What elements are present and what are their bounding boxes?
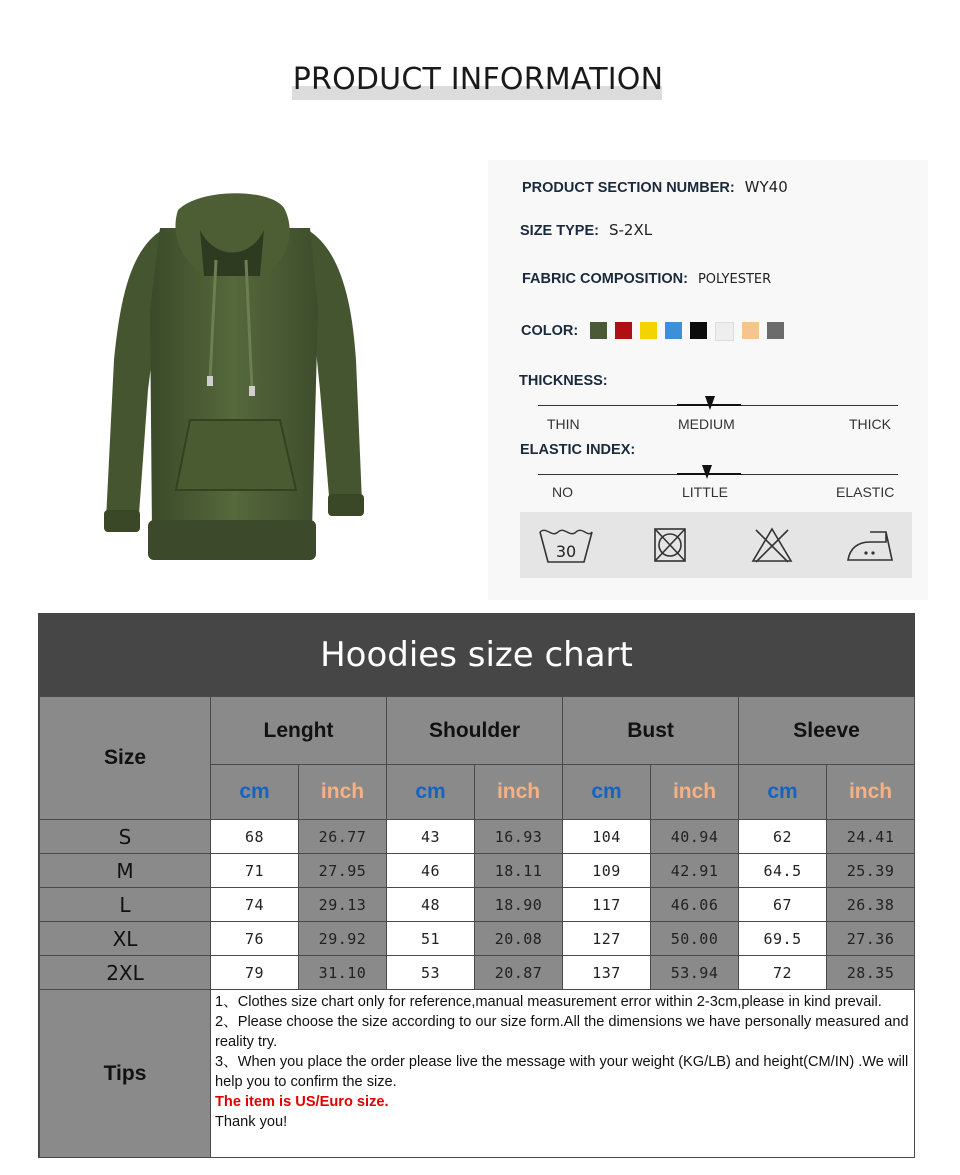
measure-header-row	[40, 697, 915, 765]
size-chart	[38, 613, 915, 1158]
sleeve-inch: 28.35	[827, 956, 915, 990]
measure-header-shoulder: Shoulder	[387, 697, 563, 765]
size-type-value: S-2XL	[608, 221, 653, 239]
thickness-marker	[705, 396, 715, 410]
size-row	[40, 922, 915, 956]
sleeve-cm: 64.5	[739, 854, 827, 888]
color-swatch[interactable]	[640, 322, 657, 339]
shoulder-inch: 20.08	[475, 922, 563, 956]
size-type-label: SIZE TYPE:	[520, 223, 599, 239]
bust-inch: 46.06	[651, 888, 739, 922]
unit-cm: cm	[387, 765, 475, 820]
length-inch: 26.77	[299, 820, 387, 854]
tips-row	[40, 990, 915, 1158]
color-label: COLOR:	[521, 323, 579, 340]
sleeve-cm: 67	[739, 888, 827, 922]
color-swatch[interactable]	[742, 322, 759, 339]
elastic-min-label: NO	[552, 484, 573, 500]
shoulder-cm: 46	[387, 854, 475, 888]
size-label: L	[40, 888, 211, 922]
size-type-row	[520, 221, 652, 239]
unit-inch: inch	[827, 765, 915, 820]
shoulder-inch: 20.87	[475, 956, 563, 990]
section-number-label: PRODUCT SECTION NUMBER:	[522, 180, 735, 196]
page-title: PRODUCT INFORMATION	[292, 62, 664, 97]
sleeve-inch: 25.39	[827, 854, 915, 888]
shoulder-inch: 18.11	[475, 854, 563, 888]
measure-header-sleeve: Sleeve	[739, 697, 915, 765]
size-label: M	[40, 854, 211, 888]
size-row	[40, 956, 915, 990]
thanks-text: Thank you!	[215, 1114, 288, 1130]
sleeve-inch: 26.38	[827, 888, 915, 922]
size-label: 2XL	[40, 956, 211, 990]
hoodie-image	[100, 190, 370, 570]
thickness-label: THICKNESS:	[519, 373, 608, 389]
sleeve-cm: 72	[739, 956, 827, 990]
unit-cm: cm	[563, 765, 651, 820]
elastic-label: ELASTIC INDEX:	[520, 442, 636, 458]
bust-inch: 42.91	[651, 854, 739, 888]
bust-cm: 137	[563, 956, 651, 990]
elastic-marker	[702, 465, 712, 479]
sleeve-inch: 24.41	[827, 820, 915, 854]
measure-header-bust: Bust	[563, 697, 739, 765]
unit-inch: inch	[475, 765, 563, 820]
size-label: XL	[40, 922, 211, 956]
tip-2: 2、Please choose the size according to our size form.All the dimensions we have personally measured and reality try.	[215, 1014, 909, 1050]
bust-cm: 104	[563, 820, 651, 854]
length-cm: 74	[211, 888, 299, 922]
shoulder-inch: 18.90	[475, 888, 563, 922]
elastic-row	[520, 441, 645, 458]
thickness-row	[519, 372, 618, 389]
length-inch: 27.95	[299, 854, 387, 888]
elastic-mid-label: LITTLE	[682, 484, 728, 500]
no-bleach-icon	[750, 526, 794, 564]
sleeve-cm: 69.5	[739, 922, 827, 956]
sleeve-cm: 62	[739, 820, 827, 854]
length-cm: 76	[211, 922, 299, 956]
size-row	[40, 854, 915, 888]
length-inch: 29.92	[299, 922, 387, 956]
elastic-max-label: ELASTIC	[836, 484, 895, 500]
color-swatch[interactable]	[615, 322, 632, 339]
size-chart-title: Hoodies size chart	[39, 614, 914, 696]
iron-low-icon	[844, 526, 896, 564]
size-table	[39, 696, 915, 1158]
tips-text	[211, 990, 915, 1158]
unit-inch: inch	[299, 765, 387, 820]
bust-cm: 109	[563, 854, 651, 888]
size-header: Size	[40, 697, 211, 820]
shoulder-cm: 43	[387, 820, 475, 854]
unit-inch: inch	[651, 765, 739, 820]
size-row	[40, 888, 915, 922]
section-number-row	[522, 178, 788, 196]
bust-inch: 53.94	[651, 956, 739, 990]
measure-header-length: Lenght	[211, 697, 387, 765]
color-swatches	[590, 322, 784, 341]
tip-3: 3、When you place the order please live the message with your weight (KG/LB) and height(CM/IN) .We will help you to confirm the size.	[215, 1054, 909, 1090]
bust-cm: 127	[563, 922, 651, 956]
size-label: S	[40, 820, 211, 854]
section-number-value: WY40	[744, 178, 788, 196]
tips-label: Tips	[40, 990, 211, 1158]
care-instructions-bar	[520, 512, 912, 578]
shoulder-cm: 51	[387, 922, 475, 956]
wash-temp-text: 30	[555, 542, 577, 561]
thickness-mid-label: MEDIUM	[678, 416, 735, 432]
fabric-row	[522, 270, 771, 287]
thickness-max-label: THICK	[849, 416, 891, 432]
length-cm: 71	[211, 854, 299, 888]
wash-30-icon	[536, 524, 596, 566]
unit-cm: cm	[211, 765, 299, 820]
color-swatch[interactable]	[590, 322, 607, 339]
color-swatch[interactable]	[665, 322, 682, 339]
color-swatch[interactable]	[715, 322, 734, 341]
thickness-min-label: THIN	[547, 416, 580, 432]
no-tumble-dry-icon	[652, 526, 688, 564]
color-row	[521, 322, 784, 341]
bust-inch: 50.00	[651, 922, 739, 956]
size-warning: The item is US/Euro size.	[215, 1094, 389, 1110]
size-row	[40, 820, 915, 854]
length-cm: 68	[211, 820, 299, 854]
sleeve-inch: 27.36	[827, 922, 915, 956]
length-cm: 79	[211, 956, 299, 990]
color-swatch[interactable]	[767, 322, 784, 339]
color-swatch[interactable]	[690, 322, 707, 339]
shoulder-cm: 48	[387, 888, 475, 922]
length-inch: 31.10	[299, 956, 387, 990]
tip-1: 1、Clothes size chart only for reference,manual measurement error within 2-3cm,please in kind prevail.	[215, 994, 882, 1010]
shoulder-inch: 16.93	[475, 820, 563, 854]
fabric-value: POLYESTER	[697, 272, 772, 287]
bust-inch: 40.94	[651, 820, 739, 854]
fabric-label: FABRIC COMPOSITION:	[522, 271, 688, 287]
unit-cm: cm	[739, 765, 827, 820]
bust-cm: 117	[563, 888, 651, 922]
length-inch: 29.13	[299, 888, 387, 922]
shoulder-cm: 53	[387, 956, 475, 990]
